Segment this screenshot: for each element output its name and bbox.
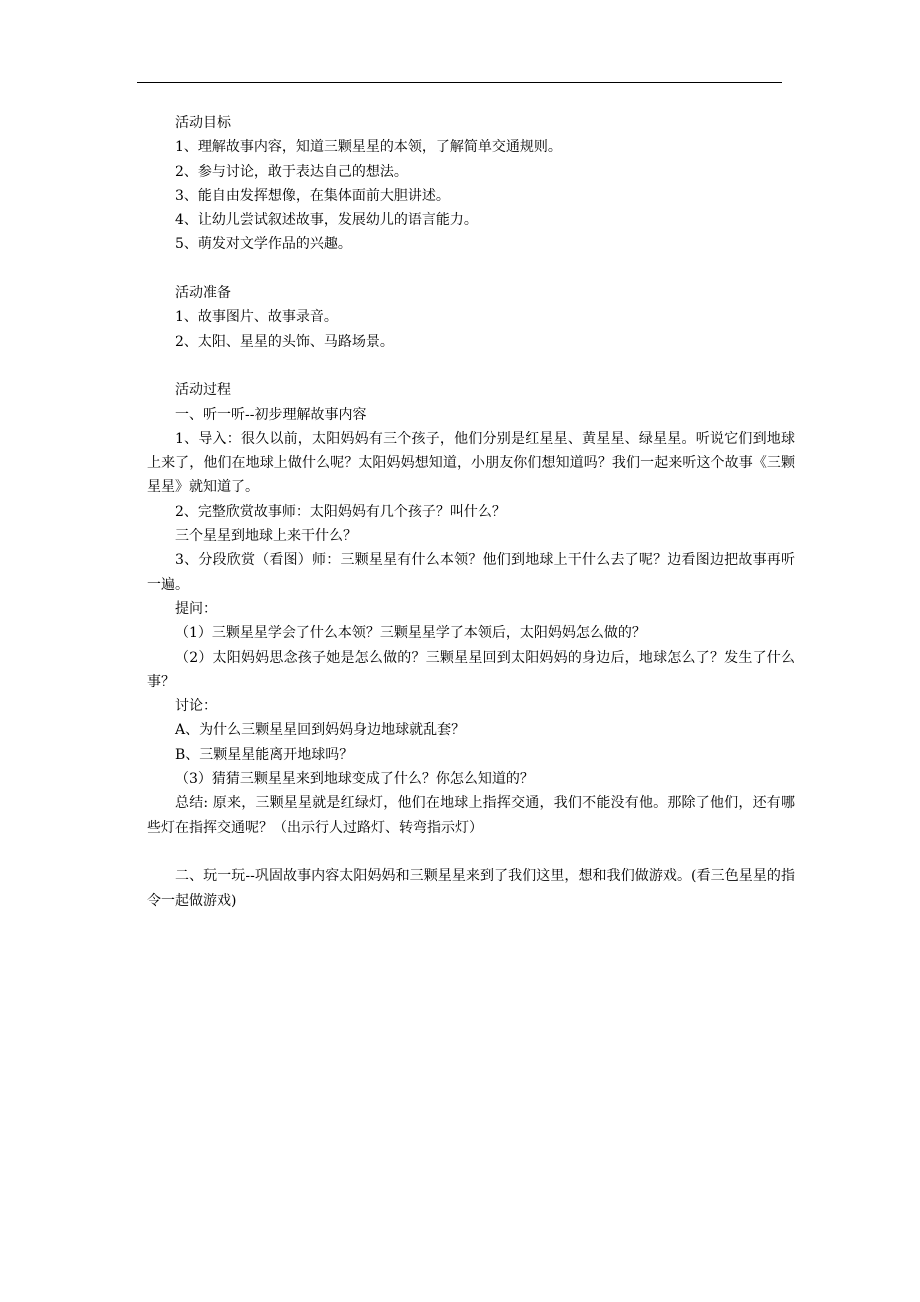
discussion-item: A、为什么三颗星星回到妈妈身边地球就乱套？ [175,722,466,739]
section-heading-process: 活动过程 [175,382,231,399]
goal-item: 2、参与讨论，敢于表达自己的想法。 [175,163,408,180]
spacer [147,257,795,281]
spacer [147,840,795,864]
section-two-paragraph: 二、玩一玩--巩固故事内容太阳妈妈和三颗星星来到了我们这里，想和我们做游戏。(看三色星星的指令一起做游戏) [147,868,795,909]
spacer [147,354,795,378]
goal-item: 3、能自由发挥想像，在集体面前大胆讲述。 [175,187,450,204]
prep-item: 1、故事图片、故事录音。 [175,309,338,326]
question-item: （3）猜猜三颗星星来到地球变成了什么？你怎么知道的？ [175,771,534,788]
section-heading-prep: 活动准备 [175,285,231,302]
process-paragraph: 三个星星到地球上来干什么？ [175,528,357,545]
goal-item: 5、萌发对文学作品的兴趣。 [175,236,352,253]
section-heading-goals: 活动目标 [175,115,231,131]
question-item: （1）三颗星星学会了什么本领？三颗星星学了本领后，太阳妈妈怎么做的？ [175,625,646,642]
ask-label: 提问： [175,600,217,617]
goal-item: 1、理解故事内容，知道三颗星星的本领，了解简单交通规则。 [175,139,562,156]
process-paragraph: 1、导入：很久以前，太阳妈妈有三个孩子，他们分别是红星星、黄星星、绿星星。听说它们到地球上来了，他们在地球上做什么呢？太阳妈妈想知道，小朋友你们想知道吗？我们一起来听这个故事《三颗星星》就知道了。 [147,430,795,496]
prep-item: 2、太阳、星星的头饰、马路场景。 [175,333,394,350]
question-item: （2）太阳妈妈思念孩子她是怎么做的？三颗星星回到太阳妈妈的身边后，地球怎么了？发生了什么事？ [147,649,795,690]
process-paragraph: 3、分段欣赏（看图）师：三颗星星有什么本领？他们到地球上干什么去了呢？边看图边把故事再听一遍。 [147,552,795,593]
process-subsection-title: 一、听一听--初步理解故事内容 [175,406,367,423]
goal-item: 4、让幼儿尝试叙述故事，发展幼儿的语言能力。 [175,212,478,229]
process-paragraph: 2、完整欣赏故事师：太阳妈妈有几个孩子？叫什么？ [175,503,506,520]
discuss-label: 讨论： [175,698,217,715]
summary-paragraph: 总结: 原来，三颗星星就是红绿灯，他们在地球上指挥交通，我们不能没有他。那除了他们，还有哪些灯在指挥交通呢？（出示行人过路灯、转弯指示灯） [147,795,795,836]
discussion-item: B、三颗星星能离开地球吗？ [175,746,354,763]
document-body [147,111,795,913]
header-rule [137,82,782,83]
